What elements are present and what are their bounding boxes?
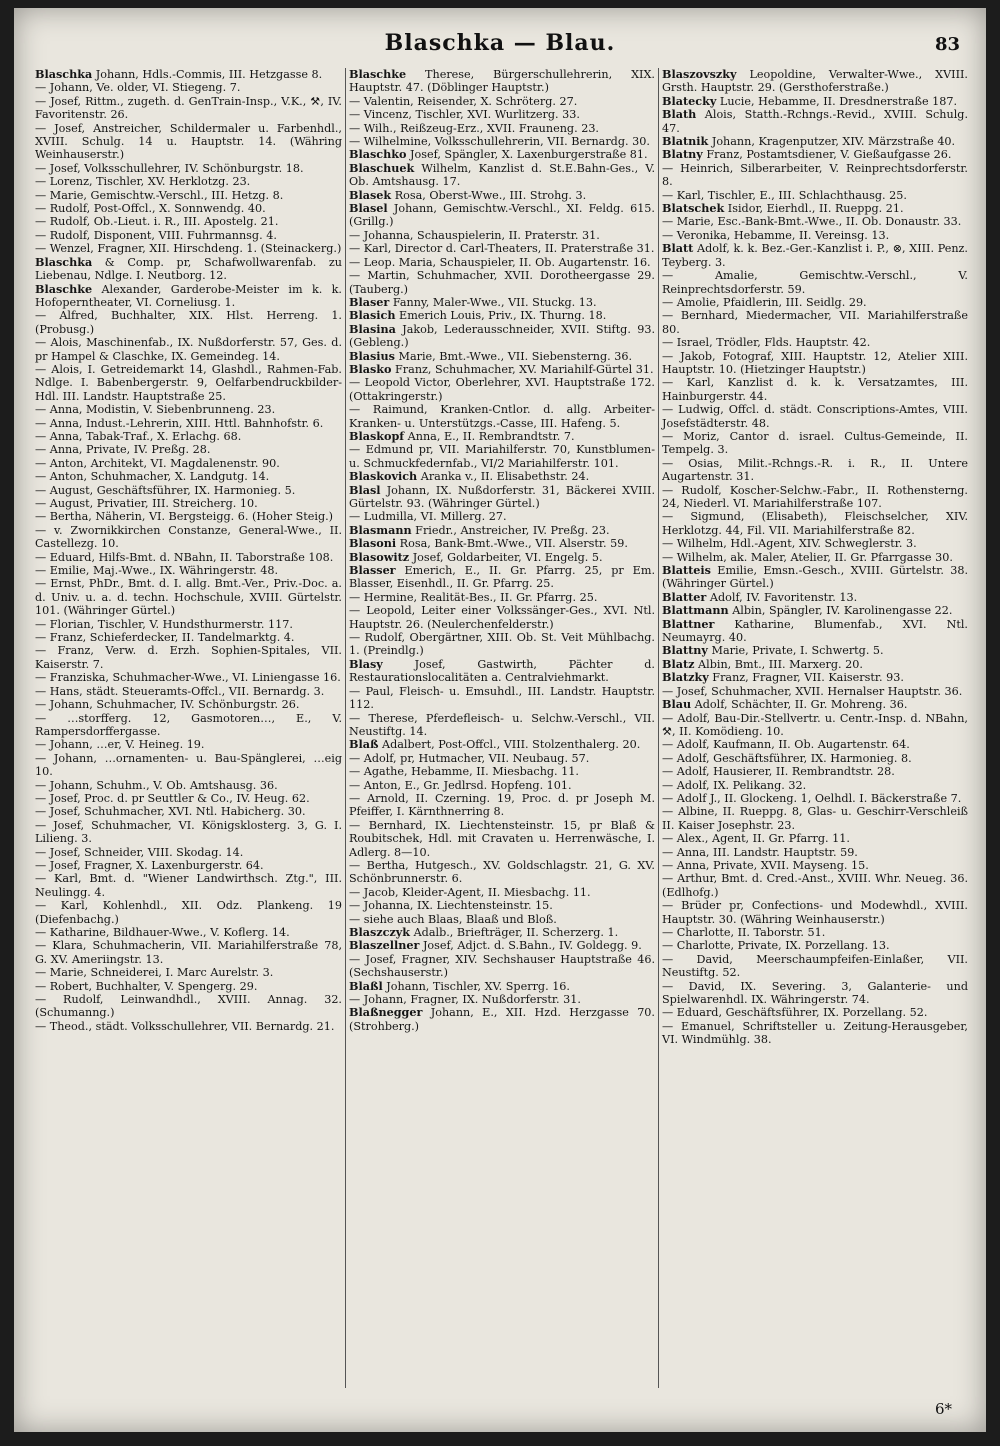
directory-entry: — Klara, Schuhmacherin, VII. Mariahilferstraße 78, G. XV. Ameriingstr. 13. — [35, 939, 342, 966]
directory-entry: — Osias, Milit.-Rchngs.-R. i. R., II. Untere Augartenstr. 31. — [662, 456, 968, 484]
directory-entry: — Adolf, Kaufmann, II. Ob. Augartenstr. 64. — [662, 738, 910, 752]
directory-entry: Blasek Rosa, Oberst-Wwe., III. Strohg. 3. — [349, 187, 587, 202]
directory-entry: Blasowitz Josef, Goldarbeiter, VI. Engelg. 5. — [349, 549, 603, 564]
directory-entry: — Karl, Kanzlist d. k. k. Versatzamtes, III. Hainburgerstr. 44. — [662, 376, 968, 403]
directory-entry: — Adolf, Hausierer, II. Rembrandtstr. 28. — [662, 765, 895, 779]
directory-entry: — Rudolf, Koscher-Selchw.-Fabr., II. Rothensterng. 24, Niederl. VI. Mariahilferstraße 107. — [662, 483, 968, 510]
directory-entry: — Therese, Pferdefleisch- u. Selchw.-Verschl., VII. Neustiftg. 14. — [349, 711, 655, 738]
directory-entry: Blasl Johann, IX. Nußdorferstr. 31, Bäckerei XVIII. Gürtelstr. 93. (Währinger Gürtel.) — [349, 482, 655, 510]
directory-entry: Blaser Fanny, Maler-Wwe., VII. Stuckg. 13. — [349, 294, 597, 309]
directory-entry: — Wilhelm, Hdl.-Agent, XIV. Schweglerstr. 3. — [662, 537, 917, 551]
directory-entry: — Rudolf, Obergärtner, XIII. Ob. St. Veit Mühlbachg. 1. (Preindlg.) — [349, 631, 655, 658]
directory-entry: — Heinrich, Silberarbeiter, V. Reinprechtsdorferstr. 8. — [662, 161, 968, 189]
directory-entry: — Alois, Maschinenfab., IX. Nußdorferstr. 57, Ges. d. pr Hampel & Claschke, IX. Gemeindeg. 14. — [35, 336, 342, 363]
directory-entry: — Arthur, Bmt. d. Cred.-Anst., XVIII. Whr. Neueg. 36. (Edlhofg.) — [662, 872, 968, 899]
column-right — [658, 68, 971, 1388]
directory-entry: — Eduard, Hilfs-Bmt. d. NBahn, II. Taborstraße 108. — [35, 550, 334, 564]
sheet-signature: 6* — [934, 1400, 952, 1418]
directory-entry: Blatz Albin, Bmt., III. Marxerg. 20. — [662, 656, 863, 671]
directory-entry: — Brüder pr, Confections- und Modewhdl., XVIII. Hauptstr. 30. (Währing Weinhauserstr.) — [662, 899, 968, 926]
directory-entry: — Anton, E., Gr. Jedlrsd. Hopfeng. 101. — [349, 778, 572, 792]
directory-entry: Blatteis Emilie, Emsn.-Gesch., XVIII. Gürtelstr. 38. (Währinger Gürtel.) — [662, 563, 968, 591]
directory-entry: — Josef, Schuhmacher, VI. Königsklosterg. 3, G. I. Lilieng. 3. — [35, 818, 342, 846]
directory-entry: — v. Zwornikkirchen Constanze, General-Wwe., II. Castellezg. 10. — [35, 523, 342, 551]
directory-columns — [32, 68, 972, 1388]
directory-entry: Blattmann Albin, Spängler, IV. Karolinengasse 22. — [662, 603, 953, 618]
directory-entry: Blaschka & Comp. pr, Schafwollwarenfab. zu Liebenau, Ndlge. I. Neutborg. 12. — [35, 254, 342, 283]
directory-entry: — Robert, Buchhalter, V. Spengerg. 29. — [35, 979, 258, 993]
directory-entry: Blatt Adolf, k. k. Bez.-Ger.-Kanzlist i. P., ⊗, XIII. Penz. Teyberg. 3. — [662, 241, 968, 269]
directory-entry: — Paul, Fleisch- u. Emsuhdl., III. Landstr. Hauptstr. 112. — [349, 684, 655, 712]
directory-entry: — Adolf, Bau-Dir.-Stellvertr. u. Centr.-Insp. d. NBahn, ⚒, II. Komödieng. 10. — [662, 711, 968, 738]
directory-entry: — Marie, Esc.-Bank-Bmt.-Wwe., II. Ob. Donaustr. 33. — [662, 215, 962, 229]
directory-entry: — August, Geschäftsführer, IX. Harmonieg. 5. — [35, 483, 296, 497]
directory-entry: — Josef, Schuhmacher, XVI. Ntl. Habicherg. 30. — [35, 805, 306, 819]
directory-entry: — Karl, Tischler, E., III. Schlachthausg. 25. — [662, 188, 907, 202]
directory-entry: — Amolie, Pfaidlerin, III. Seidlg. 29. — [662, 295, 867, 309]
directory-entry: — Karl, Bmt. d. "Wiener Landwirthsch. Ztg.", III. Neulingg. 4. — [35, 872, 342, 899]
directory-entry: — Alfred, Buchhalter, XIX. Hlst. Herreng. 1. (Probusg.) — [35, 309, 342, 336]
directory-entry: — Wilhelmine, Volksschullehrerin, VII. Bernardg. 30. — [349, 135, 650, 149]
directory-entry: Blasmann Friedr., Anstreicher, IV. Preßg. 23. — [349, 522, 610, 537]
directory-entry: — Franz, Schieferdecker, II. Tandelmarktg. 4. — [35, 631, 295, 645]
directory-entry: Blasoni Rosa, Bank-Bmt.-Wwe., VII. Alserstr. 59. — [349, 536, 628, 551]
directory-entry: — Wilhelm, ak. Maler, Atelier, II. Gr. Pfarrgasse 30. — [662, 550, 953, 564]
directory-entry: — Johann, …er, V. Heineg. 19. — [35, 738, 205, 752]
directory-entry: — Bernhard, Miedermacher, VII. Mariahilferstraße 80. — [662, 309, 968, 336]
directory-entry: — David, IX. Severing. 3, Galanterie- und Spielwarenhdl. IX. Währingerstr. 74. — [662, 979, 968, 1007]
page-number: 83 — [934, 34, 960, 55]
directory-entry: Blasel Johann, Gemischtw.-Verschl., XI. Feldg. 615. (Grillg.) — [349, 201, 655, 229]
directory-entry: — Karl, Director d. Carl-Theaters, II. Praterstraße 31. — [349, 242, 655, 256]
directory-entry: — Lorenz, Tischler, XV. Herklotzg. 23. — [35, 175, 251, 189]
directory-entry: Blasser Emerich, E., II. Gr. Pfarrg. 25, pr Em. Blasser, Eisenhdl., II. Gr. Pfarrg. 25. — [349, 563, 655, 591]
directory-entry: — Johanna, IX. Liechtensteinstr. 15. — [349, 899, 553, 913]
directory-entry: — Katharine, Bildhauer-Wwe., V. Koflerg. 14. — [35, 926, 290, 939]
directory-entry: — Josef, Proc. d. pr Seuttler & Co., IV. Heug. 62. — [35, 791, 310, 805]
directory-entry: — Johanna, Schauspielerin, II. Praterstr. 31. — [349, 228, 600, 242]
directory-entry: — Josef, Fragner, X. Laxenburgerstr. 64. — [35, 858, 264, 872]
directory-entry: — Marie, Gemischtw.-Verschl., III. Hetzg. 8. — [35, 188, 284, 202]
directory-entry: Blaszellner Josef, Adjct. d. S.Bahn., IV. Goldegg. 9. — [349, 938, 642, 953]
directory-entry: — Martin, Schuhmacher, XVII. Dorotheergasse 29. (Tauberg.) — [349, 269, 655, 296]
directory-entry: — Josef, Schneider, VIII. Skodag. 14. — [35, 845, 244, 859]
directory-entry: — Josef, Anstreicher, Schildermaler u. Farbenhdl., XVIII. Schulg. 14 u. Hauptstr. 14. (Währing Weinhauserstr.) — [35, 121, 342, 162]
directory-entry: Blaschke Therese, Bürgerschullehrerin, XIX. Hauptstr. 47. (Döblinger Hauptstr.) — [349, 68, 655, 95]
directory-entry: — Hans, städt. Steueramts-Offcl., VII. Bernardg. 3. — [35, 684, 325, 698]
directory-entry: Blaskovich Aranka v., II. Elisabethstr. 24. — [349, 469, 590, 484]
directory-entry: Blasina Jakob, Lederausschneider, XVII. Stiftg. 93. (Gebleng.) — [349, 321, 655, 350]
directory-entry: Blatter Adolf, IV. Favoritenstr. 13. — [662, 589, 858, 604]
directory-entry: — Moriz, Cantor d. israel. Cultus-Gemeinde, II. Tempelg. 3. — [662, 429, 968, 457]
directory-entry: — Jakob, Fotograf, XIII. Hauptstr. 12, Atelier XIII. Hauptstr. 10. (Hietzinger Hauptstr.) — [662, 349, 968, 376]
directory-entry: Blaschuek Wilhelm, Kanzlist d. St.E.Bahn-Ges., V. Ob. Amtshausg. 17. — [349, 160, 655, 189]
directory-entry: Blasius Marie, Bmt.-Wwe., VII. Siebensterng. 36. — [349, 348, 633, 363]
directory-entry: — Raimund, Kranken-Cntlor. d. allg. Arbeiter-Kranken- u. Unterstützgs.-Casse, III. Hafeng. 5. — [349, 403, 655, 430]
directory-entry: Blaßl Johann, Tischler, XV. Sperrg. 16. — [349, 978, 570, 993]
directory-entry: — Amalie, Gemischtw.-Verschl., V. Reinprechtsdorferstr. 59. — [662, 269, 968, 296]
directory-entry: — Bertha, Hutgesch., XV. Goldschlagstr. 21, G. XV. Schönbrunnerstr. 6. — [349, 858, 655, 886]
directory-entry: Blattner Katharine, Blumenfab., XVI. Ntl. Neumayrg. 40. — [662, 616, 968, 645]
directory-entry: Blatecky Lucie, Hebamme, II. Dresdnerstraße 187. — [662, 93, 958, 108]
directory-entry: — Franz, Verw. d. Erzh. Sophien-Spitales, VII. Kaiserstr. 7. — [35, 644, 342, 671]
directory-entry: — Anna, Modistin, V. Siebenbrunneng. 23. — [35, 403, 276, 417]
directory-entry: — Valentin, Reisender, X. Schröterg. 27. — [349, 94, 578, 108]
directory-entry: — Johann, Schuhm., V. Ob. Amtshausg. 36. — [35, 778, 278, 792]
directory-entry: Blaßnegger Johann, E., XII. Hzd. Herzgasse 70. (Strohberg.) — [349, 1005, 655, 1033]
directory-entry: — Rudolf, Leinwandhdl., XVIII. Annag. 32. (Schumanng.) — [35, 993, 342, 1020]
directory-entry: — Florian, Tischler, V. Hundsthurmerstr. 117. — [35, 617, 293, 631]
directory-entry: — Charlotte, Private, IX. Porzellang. 13. — [662, 939, 890, 953]
directory-entry: — August, Privatier, III. Streicherg. 10. — [35, 497, 258, 510]
directory-entry: — Karl, Kohlenhdl., XII. Odz. Plankeng. 19 (Diefenbachg.) — [35, 899, 342, 926]
directory-entry: — Franziska, Schuhmacher-Wwe., VI. Liniengasse 16. — [35, 671, 341, 685]
directory-entry: — Arnold, II. Czerning. 19, Proc. d. pr Joseph M. Pfeiffer, I. Kärnthnerring 8. — [349, 791, 655, 819]
directory-entry: — Wenzel, Fragner, XII. Hirschdeng. 1. (Steinackerg.) — [35, 242, 342, 256]
directory-entry: Blatzky Franz, Fragner, VII. Kaiserstr. 93. — [662, 670, 904, 685]
directory-entry: Blaskopf Anna, E., II. Rembrandtstr. 7. — [349, 428, 575, 443]
directory-entry: — Adolf J., II. Glockeng. 1, Oelhdl. I. Bäckerstraße 7. — [662, 791, 962, 805]
directory-entry: — Leop. Maria, Schauspieler, II. Ob. Augartenstr. 16. — [349, 255, 651, 269]
directory-entry: — Wilh., Reißzeug-Erz., XVII. Frauneng. 23. — [349, 121, 599, 135]
directory-entry: — Bertha, Näherin, VI. Bergsteigg. 6. (Hoher Steig.) — [35, 510, 334, 524]
directory-entry: Blaszczyk Adalb., Briefträger, II. Scherzerg. 1. — [349, 925, 619, 939]
directory-entry: — Josef, Volksschullehrer, IV. Schönburgstr. 18. — [35, 161, 304, 175]
directory-entry: Blau Adolf, Schächter, II. Gr. Mohreng. 36. — [662, 697, 908, 712]
directory-entry: Blaschko Josef, Spängler, X. Laxenburgerstraße 81. — [349, 147, 648, 162]
directory-entry: — Adolf, pr, Hutmacher, VII. Neubaug. 57. — [349, 751, 590, 765]
directory-entry: — Anna, III. Landstr. Hauptstr. 59. — [662, 845, 858, 859]
column-middle — [345, 68, 658, 1388]
directory-entry: — Josef, Fragner, XIV. Sechshauser Hauptstraße 46. (Sechshauserstr.) — [349, 952, 655, 980]
directory-entry: Blatschek Isidor, Eierhdl., II. Rueppg. 21. — [662, 201, 904, 216]
directory-entry: — …storfferg. 12, Gasmotoren…, E., V. Rampersdorffergasse. — [35, 711, 342, 738]
directory-entry: Blaschke Alexander, Garderobe-Meister im k. k. Hofoperntheater, VI. Corneliusg. 1. — [35, 281, 342, 309]
directory-entry: — Leopold, Leiter einer Volkssänger-Ges., XVI. Ntl. Hauptstr. 26. (Neulerchenfelderstr.) — [349, 604, 655, 631]
directory-entry: — Ludmilla, VI. Millerg. 27. — [349, 510, 507, 524]
directory-entry: — Veronika, Hebamme, II. Vereinsg. 13. — [662, 228, 890, 242]
directory-entry: — Johann, …ornamenten- u. Bau-Spänglerei, …eig 10. — [35, 751, 342, 779]
directory-entry: — Vincenz, Tischler, XVI. Wurlitzerg. 33. — [349, 108, 580, 122]
directory-entry: Blaß Adalbert, Post-Offcl., VIII. Stolzenthalerg. 20. — [349, 737, 641, 752]
directory-entry: — Adolf, IX. Pelikang. 32. — [662, 778, 807, 792]
column-left — [32, 68, 345, 1388]
directory-entry: — Rudolf, Disponent, VIII. Fuhrmannsg. 4. — [35, 228, 277, 242]
page-header — [14, 30, 986, 60]
directory-entry: — Johann, Fragner, IX. Nußdorferstr. 31. — [349, 993, 581, 1007]
directory-entry: — Marie, Schneiderei, I. Marc Aurelstr. 3. — [35, 966, 274, 980]
directory-entry: — Israel, Trödler, Flds. Hauptstr. 42. — [662, 336, 871, 350]
directory-entry: Blaschka Johann, Hdls.-Commis, III. Hetzgasse 8. — [35, 68, 323, 81]
directory-entry: Blatny Franz, Postamtsdiener, V. Gießaufgasse 26. — [662, 147, 952, 162]
directory-entry: — Albine, II. Rueppg. 8, Glas- u. Geschirr-Verschleiß II. Kaiser Josephstr. 23. — [662, 805, 968, 832]
directory-entry: — Johann, Schuhmacher, IV. Schönburgstr. 26. — [35, 698, 300, 712]
directory-entry: — Ludwig, Offcl. d. städt. Conscriptions-Amtes, VIII. Josefstädterstr. 48. — [662, 403, 968, 430]
directory-entry: — Anton, Schuhmacher, X. Landgutg. 14. — [35, 470, 270, 484]
directory-entry: — Theod., städt. Volksschullehrer, VII. Bernardg. 21. — [35, 1019, 335, 1033]
directory-entry: — David, Meerschaumpfeifen-Einlaßer, VII. Neustiftg. 52. — [662, 952, 968, 980]
directory-entry: — Leopold Victor, Oberlehrer, XVI. Hauptstraße 172. (Ottakringerstr.) — [349, 376, 655, 403]
directory-entry: Blasich Emerich Louis, Priv., IX. Thurng. 18. — [349, 308, 607, 323]
directory-entry: Blatnik Johann, Kragenputzer, XIV. Märzstraße 40. — [662, 134, 956, 149]
running-head: Blaschka — Blau. — [384, 30, 616, 56]
directory-entry: — Eduard, Geschäftsführer, IX. Porzellang. 52. — [662, 1006, 928, 1020]
directory-entry: — Agathe, Hebamme, II. Miesbachg. 11. — [349, 765, 579, 779]
directory-entry: — Alex., Agent, II. Gr. Pfarrg. 11. — [662, 832, 850, 846]
directory-entry: — Anna, Private, XVII. Mayseng. 15. — [662, 858, 869, 872]
directory-entry: — Emanuel, Schriftsteller u. Zeitung-Herausgeber, VI. Windmühlg. 38. — [662, 1019, 968, 1047]
directory-entry: — Sigmund, (Elisabeth), Fleischselcher, XIV. Herklotzg. 44, Fil. VII. Mariahilferstraße 82. — [662, 510, 968, 537]
directory-entry: — Alois, I. Getreidemarkt 14, Glashdl., Rahmen-Fab. Ndlge. I. Babenbergerstr. 9, Oelfarbendruckbilder-Hdl. III. Landstr. Hauptstraße 25. — [35, 362, 342, 403]
directory-entry: — Rudolf, Ob.-Lieut. i. R., III. Apostelg. 21. — [35, 215, 279, 229]
directory-entry: — Bernhard, IX. Liechtensteinstr. 15, pr Blaß & Roubitschek, Hdl. mit Cravaten u. Herrenwäsche, I. Adlerg. 8—10. — [349, 818, 655, 859]
directory-entry: — Ernst, PhDr., Bmt. d. I. allg. Bmt.-Ver., Priv.-Doc. a. d. Univ. u. a. d. techn. Hochschule, XVIII. Gürtelstr. 101. (Währinger Gürtel.) — [35, 577, 342, 618]
directory-entry: Blath Alois, Statth.-Rchngs.-Revid., XVIII. Schulg. 47. — [662, 107, 968, 135]
directory-entry: — Jacob, Kleider-Agent, II. Miesbachg. 11. — [349, 885, 591, 899]
directory-entry: — Anna, Tabak-Traf., X. Erlachg. 68. — [35, 429, 242, 443]
directory-entry: — Rudolf, Post-Offcl., X. Sonnwendg. 40. — [35, 202, 266, 216]
directory-entry: — Johann, Ve. older, VI. Stiegeng. 7. — [35, 81, 241, 95]
directory-entry: — Anton, Architekt, VI. Magdalenenstr. 90. — [35, 456, 280, 470]
directory-entry: Blattny Marie, Private, I. Schwertg. 5. — [662, 643, 884, 658]
directory-entry: — Josef, Rittm., zugeth. d. GenTrain-Insp., V.K., ⚒, IV. Favoritenstr. 26. — [35, 94, 342, 122]
directory-page — [14, 8, 986, 1432]
directory-entry: Blaszovszky Leopoldine, Verwalter-Wwe., XVIII. Grsth. Hauptstr. 29. (Gersthoferstraße.) — [662, 68, 968, 95]
directory-entry: — siehe auch Blaas, Blaaß und Bloß. — [349, 912, 557, 926]
directory-entry: — Adolf, Geschäftsführer, IX. Harmonieg. 8. — [662, 751, 912, 765]
directory-entry: — Charlotte, II. Taborstr. 51. — [662, 926, 826, 939]
directory-entry: — Josef, Schuhmacher, XVII. Hernalser Hauptstr. 36. — [662, 684, 963, 698]
directory-entry: Blasy Josef, Gastwirth, Pächter d. Restaurationslocalitäten a. Centralviehmarkt. — [349, 656, 655, 685]
directory-entry: — Anna, Indust.-Lehrerin, XIII. Httl. Bahnhofstr. 6. — [35, 416, 324, 430]
directory-entry: — Emilie, Maj.-Wwe., IX. Währingerstr. 48. — [35, 564, 279, 578]
directory-entry: Blasko Franz, Schuhmacher, XV. Mariahilf-Gürtel 31. — [349, 361, 654, 376]
directory-entry: — Anna, Private, IV. Preßg. 28. — [35, 443, 211, 457]
directory-entry: — Hermine, Realität-Bes., II. Gr. Pfarrg. 25. — [349, 590, 598, 604]
directory-entry: — Edmund pr, VII. Mariahilferstr. 70, Kunstblumen- u. Schmuckfedernfab., VI/2 Mariahilferstr. 101. — [349, 443, 655, 470]
